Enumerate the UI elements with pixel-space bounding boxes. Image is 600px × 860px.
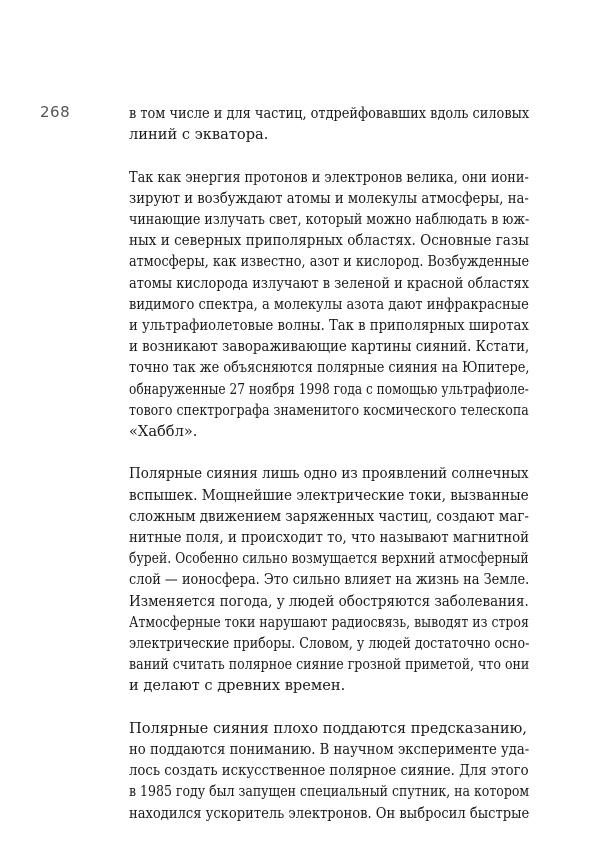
text-line: лось создать искусственное полярное сияние. Для этого [129,762,529,780]
text-line: но поддаются пониманию. В научном эксперименте уда- [129,741,530,759]
text-line: бурей. Особенно сильно возмущается верхний атмосферный [129,550,529,568]
text-line: линий с экватора. [129,126,269,144]
text-line: в том числе и для частиц, отдрейфовавших вдоль силовых [129,105,530,122]
text-line: и возникают завораживающие картины сияний. Кстати, [129,338,530,356]
text-line: и ультрафиолетовые волны. Так в приполярных широтах [129,317,529,335]
text-line: точно так же объясняются полярные сияния на Юпитере, [129,359,530,377]
text-line: обнаруженные 27 ноября 1998 года с помощью ультрафиоле- [129,380,529,398]
text-line: вспышек. Мощнейшие электрические токи, вызванные [129,486,529,504]
text-line: Изменяется погода, у людей обостряются заболевания. [129,592,529,610]
text-line: нитные поля, и происходит то, что называют магнитной [129,529,530,547]
text-line: «Хаббл». [129,423,198,441]
text-line: сложным движением заряженных частиц, создают маг- [129,507,529,525]
text-line: слой — ионосфера. Это сильно влияет на жизнь на Земле. [129,571,530,589]
body-text [129,103,529,845]
paragraph [129,103,529,145]
text-line: находился ускоритель электронов. Он выбросил быстрые [129,804,530,822]
paragraph [129,167,529,443]
text-line: атомы кислорода излучают в зеленой и красной областях [129,274,530,292]
text-line: чинающие излучать свет, который можно наблюдать в юж- [129,211,530,228]
text-line: тового спектрографа знаменитого космического телескопа [129,401,529,419]
text-line: Атмосферные токи нарушают радиосвязь, выводят из строя [129,613,529,631]
text-line: ваний считать полярное сияние грозной приметой, что они [129,656,530,674]
text-line: в 1985 году был запущен специальный спутник, на котором [129,783,530,801]
text-line: и делают с древних времен. [129,677,346,695]
text-line: Так как энергия протонов и электронов велика, они иони- [129,168,529,186]
text-line: Полярные сияния лишь одно из проявлений солнечных [129,465,529,483]
text-line: электрические приборы. Словом, у людей достаточно осно- [129,635,530,653]
text-line: Полярные сияния плохо поддаются предсказанию, [129,719,527,737]
paragraph [129,718,529,824]
text-line: зируют и возбуждают атомы и молекулы атмосферы, на- [129,189,529,207]
text-line: атмосферы, как известно, азот и кислород. Возбужденные [129,253,530,271]
page-number: 268 [40,103,71,121]
paragraph [129,463,529,696]
text-line: ных и северных приполярных областях. Основные газы [129,232,530,250]
text-line: видимого спектра, а молекулы азота дают инфракрасные [129,295,529,313]
